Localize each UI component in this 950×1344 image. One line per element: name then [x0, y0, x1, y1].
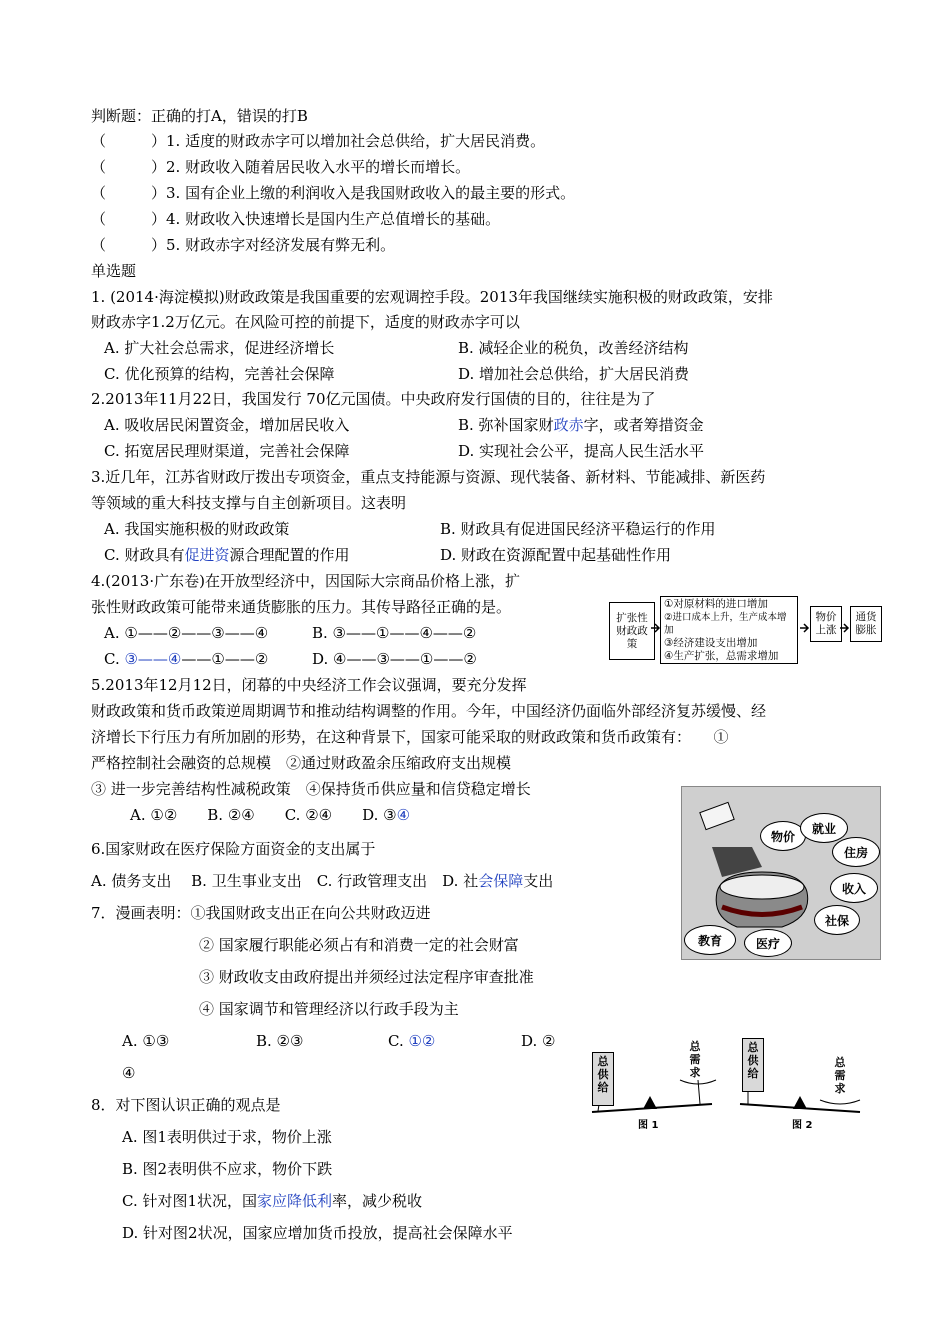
diagram-start-box: 扩张性财政政策	[609, 602, 655, 660]
cartoon-label-housing: 住房	[832, 837, 880, 867]
diagram-step-4: ④生产扩张，总需求增加	[664, 650, 779, 662]
q1-option-c: C. 优化预算的结构，完善社会保障	[104, 365, 335, 383]
q3-option-b: B. 财政具有促进国民经济平稳运行的作用	[440, 520, 716, 538]
diagram-arrow-2	[800, 622, 810, 634]
q4-option-b: B. ③——①——④——②	[312, 624, 477, 642]
q2-stem: 2.2013年11月22日，我国发行 70亿元国债。中央政府发行国债的目的，往往是为了	[91, 390, 656, 408]
cartoon-label-employment: 就业	[800, 813, 848, 843]
fig2-demand-label: 总需求	[834, 1056, 846, 1095]
q3-option-d: D. 财政在资源配置中起基础性作用	[440, 546, 672, 564]
q7-option-a: A. ①③	[122, 1032, 170, 1050]
cartoon-label-income: 收入	[830, 873, 878, 903]
q5-stem-2: 财政政策和货币政策逆周期调节和推动结构调整的作用。今年，中国经济仍面临外部经济复苏缓慢、经	[91, 702, 767, 720]
q3-stem-1: 3.近几年，江苏省财政厅拨出专项资金，重点支持能源与资源、现代装备、新材料、节能减排、新医药	[91, 468, 766, 486]
fig2-caption: 图 2	[792, 1120, 813, 1131]
q7-statement-2: ② 国家履行职能必须占有和消费一定的社会财富	[199, 936, 519, 954]
cartoon-label-medical: 医疗	[744, 929, 792, 957]
q5-stem-5: ③ 进一步完善结构性减税政策 ④保持货币供应量和信贷稳定增长	[91, 780, 531, 798]
q5-options: A. ①② B. ②④ C. ②④ D. ③④	[130, 806, 411, 824]
judge-item-5: （ ）5. 财政赤字对经济发展有弊无利。	[91, 236, 396, 254]
diagram-step-3: ③经济建设支出增加	[664, 637, 758, 649]
q4-stem-2: 张性财政政策可能带来通货膨胀的压力。其传导路径正确的是。	[91, 598, 512, 616]
cartoon-label-education: 教育	[684, 925, 736, 955]
q4-option-d: D. ④——③——①——②	[312, 650, 477, 668]
q2-option-a: A. 吸收居民闲置资金，增加居民收入	[104, 416, 350, 434]
q8-option-c: C. 针对图1状况，国家应降低利率，减少税收	[122, 1192, 423, 1210]
q1-option-b: B. 减轻企业的税负，改善经济结构	[458, 339, 689, 357]
q8-option-d: D. 针对图2状况，国家应增加货币投放，提高社会保障水平	[122, 1224, 513, 1242]
q5-stem-4: 严格控制社会融资的总规模 ②通过财政盈余压缩政府支出规模	[91, 754, 512, 772]
diagram-step-2: ②进口成本上升，生产成本增加	[664, 612, 787, 636]
q7-statement-4: ④ 国家调节和管理经济以行政手段为主	[199, 1000, 459, 1018]
q7-option-d: D. ②	[521, 1032, 556, 1050]
q4-option-a: A. ①——②——③——④	[104, 624, 269, 642]
cartoon-label-social: 社保	[814, 905, 860, 935]
judge-heading: 判断题：正确的打A，错误的打B	[91, 107, 308, 125]
diagram-steps-box	[660, 596, 798, 664]
q3-option-c: C. 财政具有促进资源合理配置的作用	[104, 546, 350, 564]
q6-options: A. 债务支出 B. 卫生事业支出 C. 行政管理支出 D. 社会保障支出	[91, 872, 554, 890]
q1-stem-2: 财政赤字1.2万亿元。在风险可控的前提下，适度的财政赤字可以	[91, 313, 520, 331]
balance-drawing	[580, 1030, 870, 1130]
diagram-end-box: 通货膨胀	[850, 606, 882, 642]
diagram-mid-box: 物价上涨	[810, 606, 842, 642]
fig1-supply-box: 总供给	[592, 1052, 614, 1106]
q3-stem-2: 等领域的重大科技支撑与自主创新项目。这表明	[91, 494, 407, 512]
q1-option-d: D. 增加社会总供给，扩大居民消费	[458, 365, 690, 383]
diagram-arrow-3	[840, 622, 850, 634]
fig1-demand-label: 总需求	[689, 1040, 701, 1079]
single-heading: 单选题	[91, 262, 137, 280]
q4-stem-1: 4.(2013·广东卷)在开放型经济中，因国际大宗商品价格上涨，扩	[91, 572, 520, 590]
cartoon-image	[681, 786, 881, 960]
q7-statement-3: ③ 财政收支由政府提出并须经过法定程序审查批准	[199, 968, 534, 986]
q1-option-a: A. 扩大社会总需求，促进经济增长	[104, 339, 335, 357]
q2-option-d: D. 实现社会公平，提高人民生活水平	[458, 442, 705, 460]
q7-stem: 7．漫画表明：①我国财政支出正在向公共财政迈进	[91, 904, 431, 922]
judge-item-2: （ ）2. 财政收入随着居民收入水平的增长而增长。	[91, 158, 471, 176]
q8-option-a: A. 图1表明供过于求，物价上涨	[122, 1128, 332, 1146]
q2-option-c: C. 拓宽居民理财渠道，完善社会保障	[104, 442, 350, 460]
q4-option-c: C. ③——④——①——②	[104, 650, 269, 668]
cartoon-label-price: 物价	[760, 821, 806, 851]
q2-option-b: B. 弥补国家财政赤字，或者筹措资金	[458, 416, 704, 434]
q6-stem: 6.国家财政在医疗保险方面资金的支出属于	[91, 840, 376, 858]
q3-option-a: A. 我国实施积极的财政政策	[104, 520, 290, 538]
balance-figure	[580, 1030, 870, 1130]
q8-stem: 8．对下图认识正确的观点是	[91, 1096, 281, 1114]
q7-option-b: B. ②③	[256, 1032, 304, 1050]
fig1-caption: 图 1	[638, 1120, 659, 1131]
judge-item-1: （ ）1. 适度的财政赤字可以增加社会总供给，扩大居民消费。	[91, 132, 546, 150]
q5-stem-3: 济增长下行压力有所加剧的形势，在这种背景下，国家可能采取的财政政策和货币政策有： ①	[91, 728, 729, 746]
q8-option-b: B. 图2表明供不应求，物价下跌	[122, 1160, 333, 1178]
q7-option-c: C. ①②	[388, 1032, 436, 1050]
diagram-step-1: ①对原材料的进口增加	[664, 598, 768, 610]
judge-item-3: （ ）3. 国有企业上缴的利润收入是我国财政收入的最主要的形式。	[91, 184, 576, 202]
q1-stem-1: 1. (2014·海淀模拟)财政政策是我国重要的宏观调控手段。2013年我国继续实施积极的财政政策，安排	[91, 288, 773, 306]
judge-item-4: （ ）4. 财政收入快速增长是国内生产总值增长的基础。	[91, 210, 501, 228]
q7-option-d-cont: ④	[122, 1064, 136, 1082]
q5-stem-1: 5.2013年12月12日，闭幕的中央经济工作会议强调，要充分发挥	[91, 676, 527, 694]
fig2-supply-box: 总供给	[742, 1038, 764, 1092]
